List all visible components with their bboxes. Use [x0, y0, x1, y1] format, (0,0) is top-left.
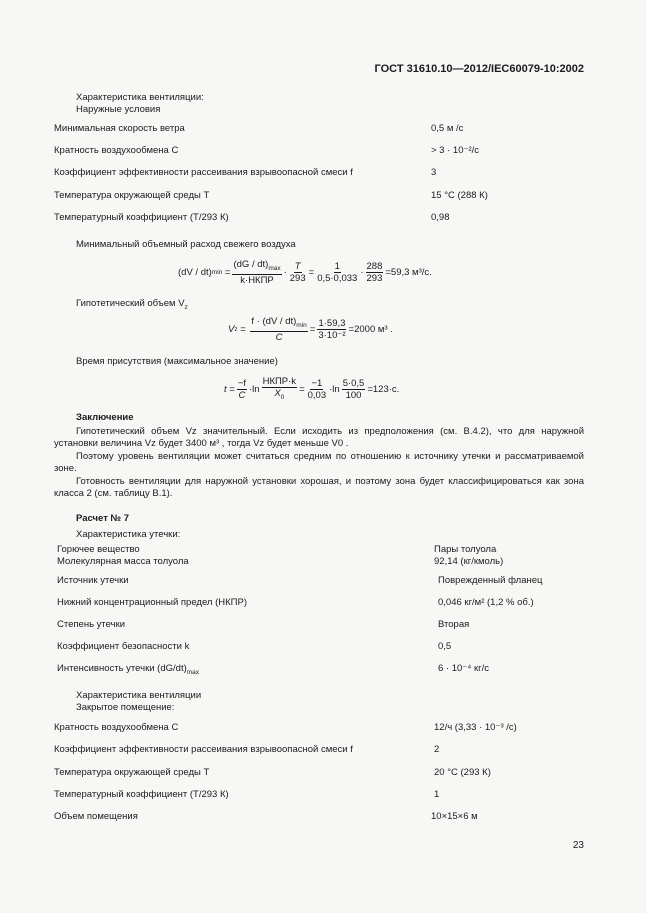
vent-row-value: 3	[431, 167, 437, 178]
vent2-row-value: 2	[434, 744, 440, 755]
leak-row-label: Интенсивность утечки $(dG/dt)_{max}$	[57, 663, 200, 676]
conclusion-paragraph: Поэтому уровень вентиляции может считаться средним по отношению к источнику утечки и рассматриваемой зоне.	[54, 451, 584, 475]
conclusion-paragraph: Гипотетический объем Vz значительный. Если исходить из предположения (см. В.4.2), что для наружной установки величина Vz будет 3400 м³ , тогда Vz будет меньше V0 .	[54, 426, 584, 450]
vent-row-value: > 3 · 10⁻²/с	[431, 145, 480, 156]
leak-row-value: 92,14 (кг/кмоль)	[434, 556, 504, 567]
leak-row-label: Коэффициент безопасности k	[57, 641, 190, 652]
vent-row-value: 0,5 м /с	[431, 123, 464, 134]
vent2-row-label: Кратность воздухообмена C	[54, 722, 179, 733]
vent2-row-label: Коэффициент эффективности рассеивания взрывоопасной смеси f	[54, 744, 353, 755]
fraction: $\frac{288}{293}$	[366, 260, 383, 284]
page-number: 23	[572, 840, 584, 851]
vent2-row-label: Объем помещения	[54, 811, 138, 822]
leak-row-value: Поврежденный фланец	[438, 575, 543, 586]
presence-time-text: Время присутствия (максимальное значение)	[76, 356, 278, 367]
leak-row-value: 0,046 кг/м² (1,2 % об.)	[438, 597, 534, 608]
leak-row-value: 6 · 10⁻⁴ кг/с	[438, 663, 490, 674]
vent-row-label: Кратность воздухообмена C	[54, 145, 179, 156]
fraction: $\frac{T}{293}$	[289, 260, 306, 284]
vent2-row-value: 12/ч (3,33 · 10⁻³ /с)	[434, 722, 517, 733]
formula-hyp-volume: V z = $\frac{f \cdot (dV / dt)_{min}}{C}$ = $\frac{1\cdot 59,3}{\text{3·10⁻²}}$ =2000 м³ .	[228, 316, 393, 343]
leak-title: Характеристика утечки:	[76, 529, 181, 540]
vent-row-value: 0,98	[431, 212, 450, 223]
vent-row-label: Коэффициент эффективности рассеивания взрывоопасной смеси f	[54, 167, 353, 178]
hyp-volume-text: Гипотетический объем $V_z$	[76, 298, 188, 311]
vent2-row-value: 1	[434, 789, 440, 800]
vent2-subtitle: Закрытое помещение:	[76, 702, 175, 713]
vent-row-label: Минимальная скорость ветра	[54, 123, 185, 134]
leak-row-label: Источник утечки	[57, 575, 129, 586]
vent2-row-label: Температура окружающей среды T	[54, 767, 210, 778]
vent2-title: Характеристика вентиляции	[76, 690, 202, 701]
fraction: $\frac{f \cdot (dV / dt)_{min}}{C}$	[251, 316, 307, 343]
vent2-row-value: 10×15×6 м	[431, 811, 478, 822]
leak-row-label: Степень утечки	[57, 619, 126, 630]
vent2-row-label: Температурный коэффициент (T/293 К)	[54, 789, 229, 800]
fraction: $\frac{1\cdot 59,3}{\text{3·10⁻²}}$	[318, 317, 346, 341]
fraction: $\frac{\text{НКПР·k}}{X_0}$	[262, 376, 297, 401]
leak-row-value: Вторая	[438, 619, 470, 630]
min-flow-text: Минимальный объемный расход свежего воздуха	[76, 239, 296, 250]
formula-min-flow: (dV / dt) min = $\frac{(dG / dt)_{max}}{\text{k·НКПР}}$ · $\frac{T}{293}$ = $\frac{1}{0,5\cdot 0,033}$ · $\frac{288}{293}$ =59,3 м³/с.	[178, 259, 432, 286]
vent-row-value: 15 °С (288 К)	[431, 190, 488, 201]
fraction: $\frac{5\cdot 0,5}{100}$	[342, 377, 365, 401]
leak-row-value: 0,5	[438, 641, 452, 652]
vent-row-label: Температура окружающей среды T	[54, 190, 210, 201]
leak-row-label: Молекулярная масса толуола	[57, 556, 189, 567]
fraction: $\frac{(dG / dt)_{max}}{\text{k·НКПР}}$	[233, 259, 281, 286]
conclusion-title: Заключение	[76, 412, 134, 423]
vent-row-label: Температурный коэффициент (T/293 К)	[54, 212, 229, 223]
formula-presence-time: t = $\frac{-f}{C}$ ·ln $\frac{\text{НКПР·k}}{X_0}$ = $\frac{-1}{0,03}$ ·ln $\frac{5\cdot 0,5}{100}$ =123·c.	[224, 376, 400, 401]
page-header: ГОСТ 31610.10—2012/IEC60079-10:2002	[374, 63, 584, 75]
vent-title: Характеристика вентиляции:	[76, 92, 204, 103]
vent2-row-value: 20 °С (293 К)	[434, 767, 491, 778]
conclusion-paragraph: Готовность вентиляции для наружной установки хорошая, и поэтому зона будет классифицироваться как зона класса 2 (см. таблицу В.1).	[54, 476, 584, 500]
leak-row-value: Пары толуола	[434, 544, 497, 555]
fraction: $\frac{1}{0,5\cdot 0,033}$	[317, 260, 358, 284]
fraction: $\frac{-f}{C}$	[237, 377, 247, 401]
leak-row-label: Горючее вещество	[57, 544, 140, 555]
calc7-title: Расчет № 7	[76, 513, 130, 524]
leak-row-label: Нижний концентрационный предел (НКПР)	[57, 597, 247, 608]
vent-subtitle: Наружные условия	[76, 104, 161, 115]
fraction: $\frac{-1}{0,03}$	[307, 377, 327, 401]
